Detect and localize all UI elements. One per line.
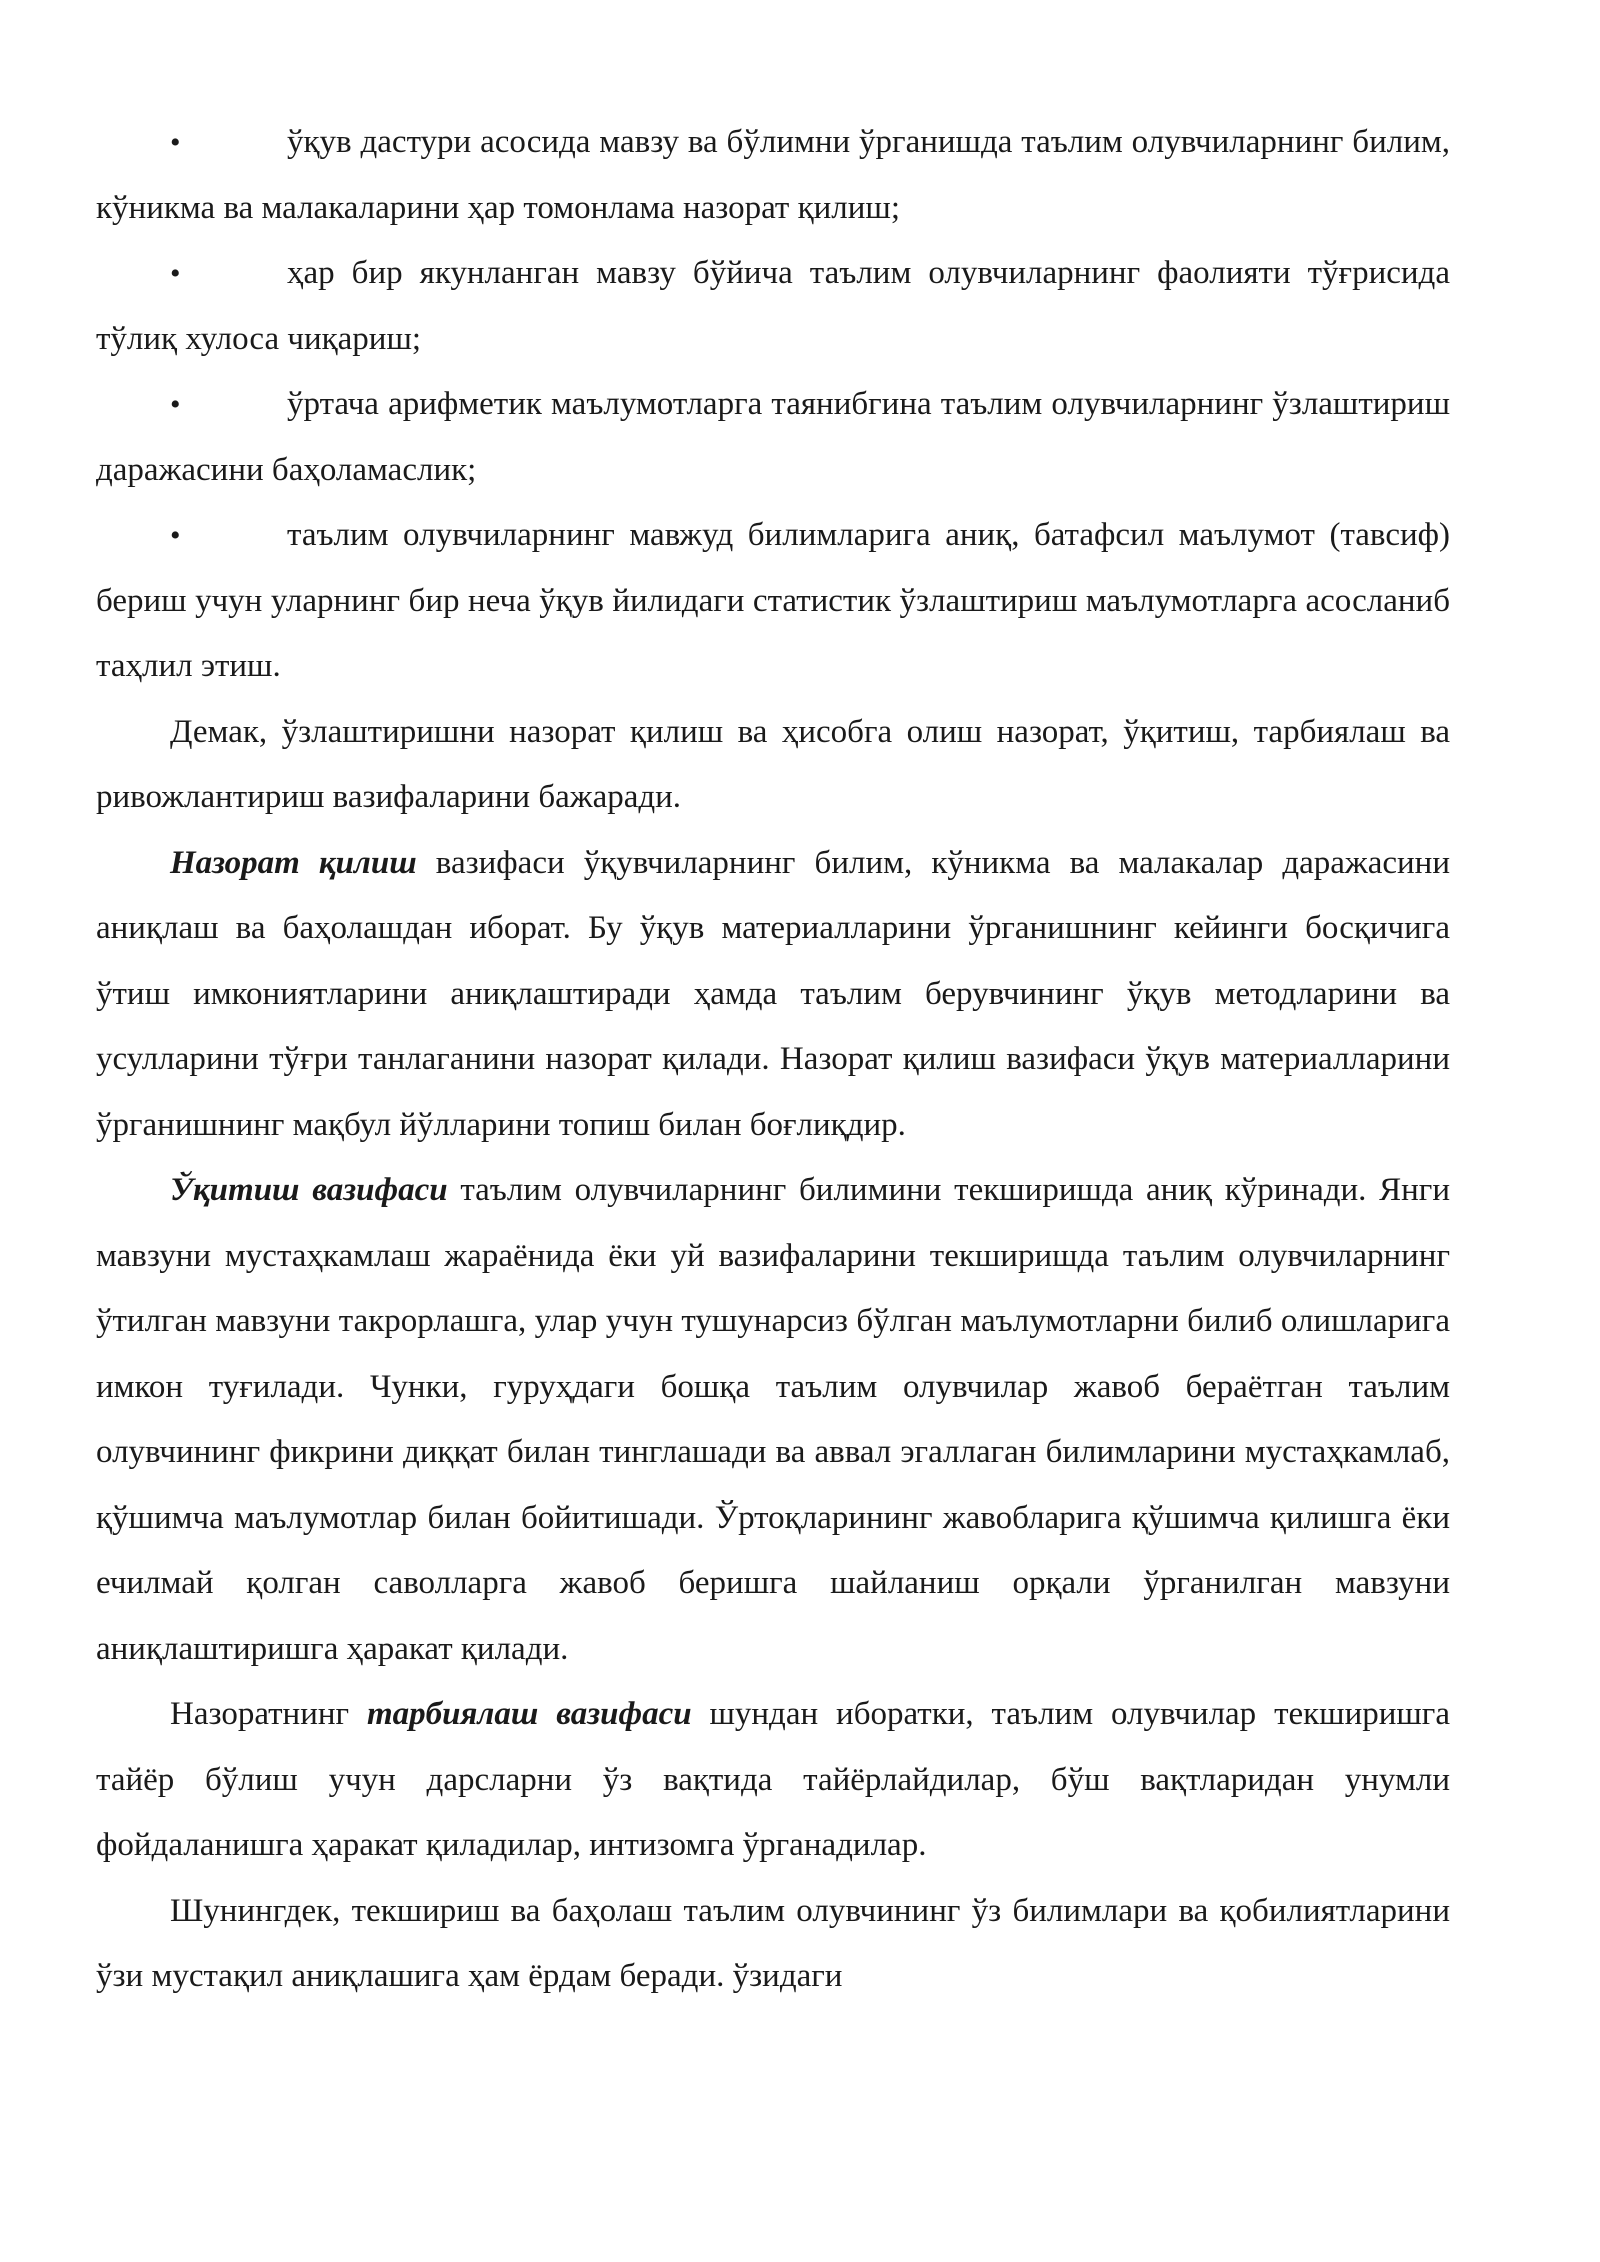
paragraph-text-lead: Назоратнинг (170, 1696, 367, 1732)
bullet-text: ҳар бир якунланган мавзу бўйича таълим олувчиларнинг фаолияти тўғрисида тўлиқ хулоса чиқариш; (96, 255, 1450, 357)
paragraph-control-function (96, 831, 1450, 1159)
bullet-text: таълим олувчиларнинг мавжуд билимларига аниқ, батафсил маълумот (тавсиф) бериш учун уларнинг бир неча ўқув йилидаги статистик ўзлаштириш маълумотларга асосланиб таҳлил этиш. (96, 517, 1450, 684)
paragraph-text: вазифаси ўқувчиларнинг билим, кўникма ва малакалар даражасини аниқлаш ва баҳолашдан иборат. Бу ўқув материалларини ўрганишнинг кейинги босқичига ўтиш имкониятларини аниқлаштиради ҳамда таълим берувчининг ўқув методларини ва усулларини тўғри танлаганини назорат қилади. Назорат қилиш вазифаси ўқув материалларини ўрганишнинг мақбул йўлларини топиш билан боғлиқдир. (96, 844, 1450, 1143)
term-teaching: Ўқитиш вазифаси (170, 1172, 448, 1208)
paragraph-text: таълим олувчиларнинг билимини текширишда аниқ кўринади. Янги мавзуни мустаҳкамлаш жараёнида ёки уй вазифаларини текширишда таълим олувчиларнинг ўтилган мавзуни такрорлашга, улар учун тушунарсиз бўлган маълумотларни билиб олишларига имкон туғилади. Чунки, гуруҳдаги бошқа таълим олувчилар жавоб бераётган таълим олувчининг фикрини диққат билан тинглашади ва аввал эгаллаган билимларини мустаҳкамлаб, қўшимча маълумотлар билан бойитишади. Ўртоқларининг жавобларига қўшимча қилишга ёки ечилмай қолган саволларга жавоб беришга шайланиш орқали ўрганилган мавзуни аниқлаштиришга ҳаракат қилади. (96, 1172, 1450, 1667)
bullet-icon: • (170, 519, 181, 552)
bullet-icon: • (170, 388, 181, 421)
term-control: Назорат қилиш (170, 844, 417, 881)
term-upbringing: тарбиялаш вазифаси (366, 1696, 692, 1732)
bullet-text: ўртача арифметик маълумотларга таянибгина таълим олувчиларнинг ўзлаштириш даражасини баҳоламаслик; (96, 386, 1450, 488)
bullet-item-2 (96, 241, 1450, 372)
bullet-text: ўқув дастури асосида мавзу ва бўлимни ўрганишда таълим олувчиларнинг билим, кўникма ва малакаларини ҳар томонлама назорат қилиш; (96, 124, 1450, 226)
bullet-icon: • (170, 257, 181, 290)
paragraph-upbringing-function (96, 1682, 1450, 1879)
bullet-item-3 (96, 372, 1450, 503)
paragraph-self-assessment: Шунингдек, текшириш ва баҳолаш таълим олувчининг ўз билимлари ва қобилиятларини ўзи мустақил аниқлашига ҳам ёрдам беради. ўзидаги (96, 1892, 1450, 1994)
paragraph-teaching-function (96, 1158, 1450, 1682)
bullet-item-1 (96, 110, 1450, 241)
paragraph-summary: Демак, ўзлаштиришни назорат қилиш ва ҳисобга олиш назорат, ўқитиш, тарбиялаш ва ривожлантириш вазифаларини бажаради. (96, 713, 1450, 815)
bullet-icon: • (170, 126, 181, 159)
paragraph-text: шундан иборатки, таълим олувчилар текширишга тайёр бўлиш учун дарсларни ўз вақтида тайёрлайдилар, бўш вақтларидан унумли фойдаланишга ҳаракат қиладилар, интизомга ўрганадилар. (96, 1696, 1450, 1863)
bullet-item-4 (96, 503, 1450, 700)
